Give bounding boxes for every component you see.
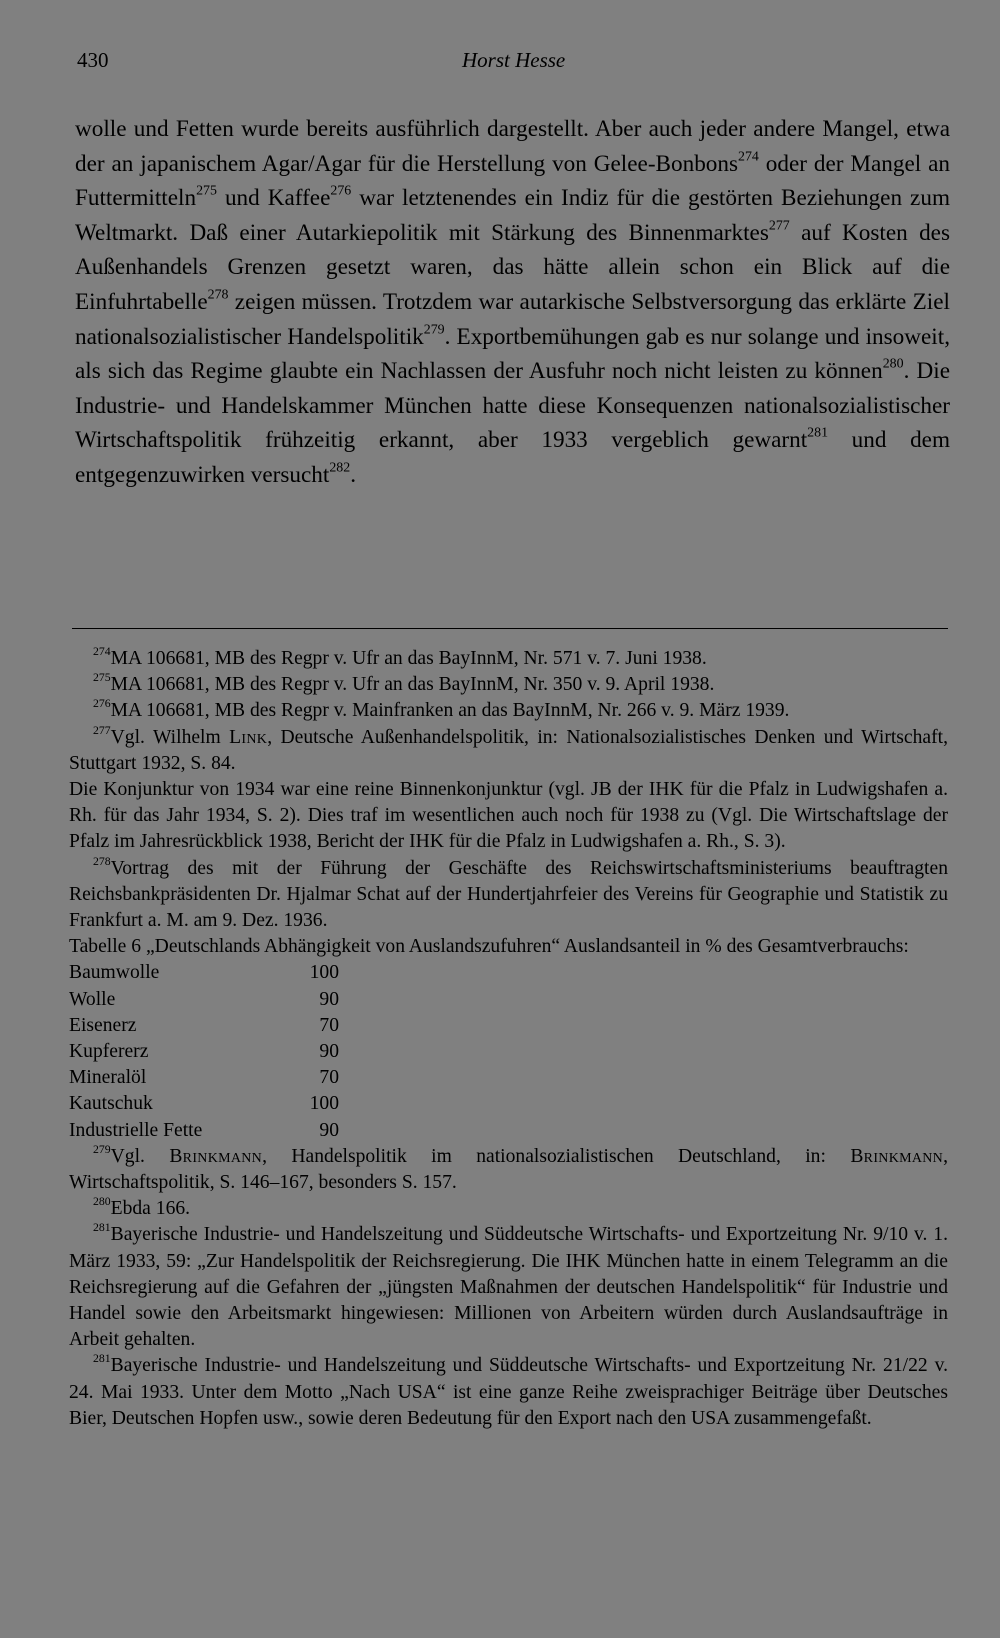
table-value: 70 [319, 1067, 339, 1089]
footnote-text: Bayerische Industrie- und Handelszeitung und Süddeutsche Wirtschafts- und Exportzeitung Nr. 21/22 v. 24. Mai 1933. Unter dem Motto „Nach USA“ ist eine ganze Reihe zweisprachiger Beiträge über Deutsches Bier, Deutschen Hopfen usw., sowie deren Bedeutung für den Export nach den USA zusammengefaßt. [69, 1355, 948, 1429]
footnote-text: Ebda 166. [110, 1198, 191, 1220]
footnote-text: , Deutsche Außenhandelspolitik, in: Nationalsozialistisches Denken und Wirtschaft, Stuttgart 1932, S. 84. [69, 726, 948, 774]
footnote-number: 279 [93, 1143, 111, 1157]
table-value: 100 [309, 1093, 339, 1115]
footnote-275 [69, 672, 948, 698]
footnote-text: Vgl. [110, 1145, 170, 1167]
table-item: Industrielle Fette [69, 1119, 203, 1141]
footnote-number: 278 [93, 854, 111, 868]
footnote-number: 276 [93, 697, 111, 711]
footnote-277-continuation: Die Konjunktur von 1934 war eine reine Binnenkonjunktur (vgl. JB der IHK für die Pfalz in Ludwigshafen a. Rh. für das Jahr 1934, S. 2). Dies traf im wesentlichen auch noch für 1938 zu (Vgl. Die Wirtschaftslage der Pfalz im Jahresrückblick 1938, Bericht der IHK für die Pfalz in Ludwigshafen a. Rh., S. 3). [69, 779, 948, 853]
footnote-278 [69, 856, 948, 935]
footnote-274 [69, 646, 948, 672]
footnote-number: 281 [93, 1352, 111, 1366]
table-item: Kupfererz [69, 1041, 149, 1063]
table-item: Baumwolle [69, 962, 160, 984]
footnote-ref-278: 278 [207, 287, 229, 303]
footnote-number: 274 [93, 645, 111, 659]
page-header [77, 48, 950, 78]
table-value: 90 [319, 988, 339, 1010]
footnote-text: Bayerische Industrie- und Handelszeitung und Süddeutsche Wirtschafts- und Exportzeitung Nr. 9/10 v. 1. März 1933, 59: „Zur Handelspolitik der Reichsregierung. Die IHK München hatte in einem Telegramm an die Reichsregierung auf die Gefahren der „jüngsten Maßnahmen der deutschen Handelspolitik“ für Industrie und Handel sowie den Arbeitsmarkt hingewiesen: Millionen von Arbeitern würden durch Auslandsaufträge in Arbeit gehalten. [69, 1224, 948, 1351]
footnote-text: MA 106681, MB des Regpr v. Ufr an das BayInnM, Nr. 571 v. 7. Juni 1938. [110, 648, 707, 669]
running-head: Horst Hesse [462, 48, 566, 72]
footnote-number: 280 [93, 1195, 111, 1209]
footnote-ref-276: 276 [330, 183, 352, 199]
body-text: und dem entgegenzuwirken versucht [75, 427, 951, 488]
footnotes [69, 646, 948, 1432]
table-item: Eisenerz [69, 1014, 137, 1036]
footnote-279 [69, 1144, 948, 1196]
body-text: zeigen müssen. Trotzdem war autarkische Selbstversorgung das erklärte Ziel nationalsozialistischer Handelspolitik [75, 288, 950, 350]
footnote-ref-279: 279 [423, 322, 445, 338]
table-caption: Tabelle 6 „Deutschlands Abhängigkeit von Auslandszufuhren“ Auslandsanteil in % des Gesamtverbrauchs: [69, 936, 909, 958]
footnote-separator [72, 628, 948, 629]
footnote-281 [69, 1222, 948, 1353]
table-value: 100 [309, 962, 339, 984]
footnote-ref-277: 277 [768, 218, 790, 234]
table-value: 70 [319, 1014, 339, 1036]
footnote-ref-280: 280 [882, 356, 904, 372]
body-text: oder der Mangel an Futtermitteln [75, 150, 950, 212]
main-text [75, 112, 950, 493]
table-value: 90 [319, 1119, 339, 1141]
footnote-ref-275: 275 [196, 183, 217, 199]
footnote-text: MA 106681, MB des Regpr v. Mainfranken an das BayInnM, Nr. 266 v. 9. März 1939. [110, 700, 790, 722]
footnote-ref-281: 281 [807, 425, 829, 441]
body-paragraph [75, 112, 950, 493]
body-text: und Kaffee [216, 185, 331, 212]
author-name: Link [229, 726, 268, 748]
footnote-280 [69, 1196, 948, 1222]
body-text: auf Kosten des Außenhandels Grenzen gesetzt waren, das hätte allein schon ein Blick auf die Einfuhrtabelle [75, 219, 951, 315]
table-item: Mineralöl [69, 1067, 147, 1089]
body-text: war letztenendes ein Indiz für die gestörten Beziehungen zum Weltmarkt. Daß einer Autarkiepolitik mit Stärkung des Binnenmarktes [75, 185, 950, 246]
body-text: . [350, 461, 356, 488]
footnote-ref-274: 274 [738, 149, 759, 165]
footnote-text: Vortrag des mit der Führung der Geschäfte des Reichswirtschaftsministeriums beauftragten Reichsbankpräsidenten Dr. Hjalmar Schat auf der Hundertjahrfeier des Vereins für Geographie und Statistik zu Frankfurt a. M. am 9. Dez. 1936. [69, 857, 948, 932]
dependency-table [69, 960, 948, 1143]
footnote-text: , Handelspolitik im nationalsozialistischen Deutschland, in: [262, 1145, 851, 1167]
body-text: wolle und Fetten wurde bereits ausführlich dargestellt. Aber auch jeder andere Mangel, etwa der an japanischem Agar/Agar für die Herstellung von Gelee-Bonbons [75, 116, 950, 177]
footnote-277 [69, 725, 948, 777]
footnote-276 [69, 698, 948, 724]
author-name: Brinkmann [850, 1145, 944, 1167]
footnote-number: 275 [93, 671, 111, 685]
body-text: . Exportbemühungen gab es nur solange und insoweit, als sich das Regime glaubte ein Nachlassen der Ausfuhr noch nicht leisten zu können [75, 323, 950, 385]
table-item: Wolle [69, 988, 116, 1010]
footnote-281-second [69, 1353, 948, 1432]
body-text: . Die Industrie- und Handelskammer München hatte diese Konsequenzen nationalsozialistischer Wirtschaftspolitik frühzeitig erkannt, aber 1933 vergeblich gewarnt [75, 358, 950, 454]
footnote-text: Vgl. Wilhelm [110, 726, 230, 748]
footnote-text: MA 106681, MB des Regpr v. Ufr an das BayInnM, Nr. 350 v. 9. April 1938. [110, 674, 715, 696]
author-name: Brinkmann [169, 1145, 263, 1167]
table-item: Kautschuk [69, 1093, 153, 1115]
footnote-text: , Wirtschaftspolitik, S. 146–167, besonders S. 157. [69, 1145, 948, 1194]
footnote-number: 277 [93, 723, 111, 737]
page-number: 430 [77, 48, 109, 72]
footnote-ref-282: 282 [329, 460, 351, 476]
table-value: 90 [319, 1041, 339, 1063]
footnote-number: 281 [93, 1221, 111, 1235]
